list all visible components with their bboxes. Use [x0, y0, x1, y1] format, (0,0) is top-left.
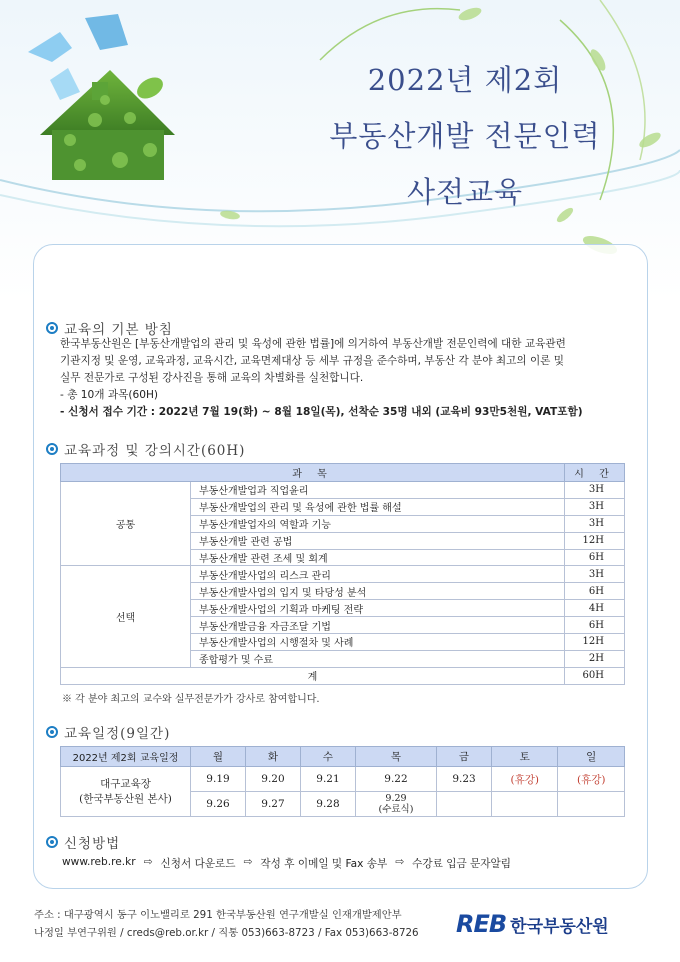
apply-step-submit: 작성 후 이메일 및 Fax 송부: [260, 858, 388, 870]
logo-name: 한국부동산원: [510, 916, 609, 937]
schedule-place: [61, 767, 191, 817]
bullet-icon: [46, 836, 58, 848]
policy-line-1: 한국부동산원은 [부동산개발업의 관리 및 육성에 관한 법률]에 의거하여 부동산개발 전문인력에 대한 교육관련: [60, 338, 566, 350]
course-hours: 6H: [565, 617, 625, 634]
apply-step-download: 신청서 다운로드: [160, 858, 236, 870]
title-line-1: 2022년 제2회: [367, 63, 563, 97]
schedule-date: 9.22: [355, 767, 436, 792]
schedule-heading: [46, 722, 170, 742]
course-subject: 부동산개발 관련 공법: [191, 532, 565, 549]
schedule-date: 9.27: [245, 792, 300, 817]
schedule-col-fri: 금: [437, 747, 492, 767]
schedule-col-thu: 목: [355, 747, 436, 767]
policy-text: [60, 336, 628, 421]
footer-contact: 나정일 부연구위원 / creds@reb.or.kr / 직통 053)663-8723 / Fax 053)663-8726: [34, 927, 419, 939]
policy-heading: [46, 318, 173, 338]
policy-line-3: 실무 전문가로 구성된 강사진을 통해 교육의 차별화를 실천합니다.: [60, 372, 364, 384]
total-label: 계: [61, 667, 565, 684]
schedule-date: 9.29: [385, 793, 407, 804]
apply-heading-text: 신청방법: [64, 836, 121, 852]
course-subject: 부동산개발업과 직업윤리: [191, 482, 565, 499]
schedule-date: 9.20: [245, 767, 300, 792]
schedule-date: 9.21: [300, 767, 355, 792]
course-subject: 부동산개발 관련 조세 및 회계: [191, 549, 565, 566]
schedule-date: 9.26: [191, 792, 246, 817]
place-line-1: 대구교육장: [100, 777, 151, 790]
course-subject: 부동산개발사업의 리스크 관리: [191, 566, 565, 583]
course-hours: 6H: [565, 583, 625, 600]
course-table: [60, 463, 625, 685]
schedule-date: [437, 792, 492, 817]
bullet-icon: [46, 322, 58, 334]
application-period: - 신청서 접수 기간 : 2022년 7월 19(화) ~ 8월 18일(목), 선착순 35명 내외 (교육비 93만5천원, VAT포함): [60, 406, 583, 418]
arrow-right-icon: ⇨: [395, 856, 405, 868]
total-row: [61, 667, 625, 684]
schedule-date: 9.28: [300, 792, 355, 817]
courses-heading-text: 교육과정 및 강의시간(60H): [64, 443, 246, 459]
schedule-col-sun: 일: [558, 747, 625, 767]
apply-step-website[interactable]: www.reb.re.kr: [62, 856, 136, 868]
group-common: 공통: [61, 482, 191, 566]
apply-heading: [46, 832, 120, 852]
courses-heading: [46, 439, 245, 459]
policy-line-2: 기관지정 및 운영, 교육과정, 교육시간, 교육면제대상 등 세부 규정을 준수하며, 부동산 각 분야 최고의 이론 및: [60, 355, 565, 367]
schedule-date: 9.23: [437, 767, 492, 792]
schedule-date: [492, 792, 558, 817]
course-subject: 부동산개발금융 자금조달 기법: [191, 617, 565, 634]
schedule-table: [60, 746, 625, 817]
table-row: [61, 566, 625, 583]
title-line-3: 사전교육: [406, 175, 524, 209]
course-subject: 부동산개발업의 관리 및 육성에 관한 법률 해설: [191, 498, 565, 515]
course-hours: 4H: [565, 600, 625, 617]
course-subject: 부동산개발사업의 시행절차 및 사례: [191, 634, 565, 651]
graduation-note: (수료식): [378, 804, 414, 815]
course-hours: 12H: [565, 634, 625, 651]
arrow-right-icon: ⇨: [243, 856, 253, 868]
bullet-icon: [46, 726, 58, 738]
schedule-col-wed: 수: [300, 747, 355, 767]
course-subject: 종합평가 및 수료: [191, 650, 565, 667]
course-subject: 부동산개발사업의 기획과 마케팅 전략: [191, 600, 565, 617]
schedule-col-title: 2022년 제2회 교육일정: [61, 747, 191, 767]
group-elective: 선택: [61, 566, 191, 667]
col-hours: 시 간: [565, 464, 625, 482]
policy-heading-text: 교육의 기본 방침: [64, 322, 173, 338]
total-hours: 60H: [565, 667, 625, 684]
reb-logo: [456, 906, 656, 942]
title-line-2: 부동산개발 전문인력: [329, 119, 601, 153]
schedule-col-mon: 월: [191, 747, 246, 767]
schedule-header: [61, 747, 625, 767]
course-hours: 3H: [565, 566, 625, 583]
schedule-date: 9.19: [191, 767, 246, 792]
footer: [34, 906, 419, 942]
courses-count: - 총 10개 과목(60H): [60, 389, 159, 401]
course-subject: 부동산개발사업의 입지 및 타당성 분석: [191, 583, 565, 600]
schedule-heading-text: 교육일정(9일간): [64, 726, 171, 742]
schedule-date-graduation: [355, 792, 436, 817]
footer-address: 주소 : 대구광역시 동구 이노밸리로 291 한국부동산원 연구개발실 인재개발제안부: [34, 909, 402, 921]
apply-step-payment: 수강료 입금 문자알림: [412, 858, 511, 870]
title-block: [300, 52, 630, 220]
course-hours: 2H: [565, 650, 625, 667]
course-subject: 부동산개발업자의 역할과 기능: [191, 515, 565, 532]
course-hours: 3H: [565, 482, 625, 499]
table-row: [61, 482, 625, 499]
schedule-week-1: [61, 767, 625, 792]
apply-steps: [62, 856, 511, 871]
bullet-icon: [46, 443, 58, 455]
course-table-header: [61, 464, 625, 482]
schedule-date: [558, 792, 625, 817]
course-hours: 3H: [565, 515, 625, 532]
course-hours: 6H: [565, 549, 625, 566]
course-hours: 3H: [565, 498, 625, 515]
schedule-col-sat: 토: [492, 747, 558, 767]
instructor-note: ※ 각 분야 최고의 교수와 실무전문가가 강사로 참여합니다.: [62, 694, 320, 705]
course-hours: 12H: [565, 532, 625, 549]
logo-mark: REB: [456, 910, 507, 938]
arrow-right-icon: ⇨: [143, 856, 153, 868]
schedule-holiday: (휴강): [492, 767, 558, 792]
schedule-col-tue: 화: [245, 747, 300, 767]
place-line-2: (한국부동산원 본사): [79, 792, 172, 805]
col-subject: 과 목: [61, 464, 565, 482]
schedule-holiday: (휴강): [558, 767, 625, 792]
